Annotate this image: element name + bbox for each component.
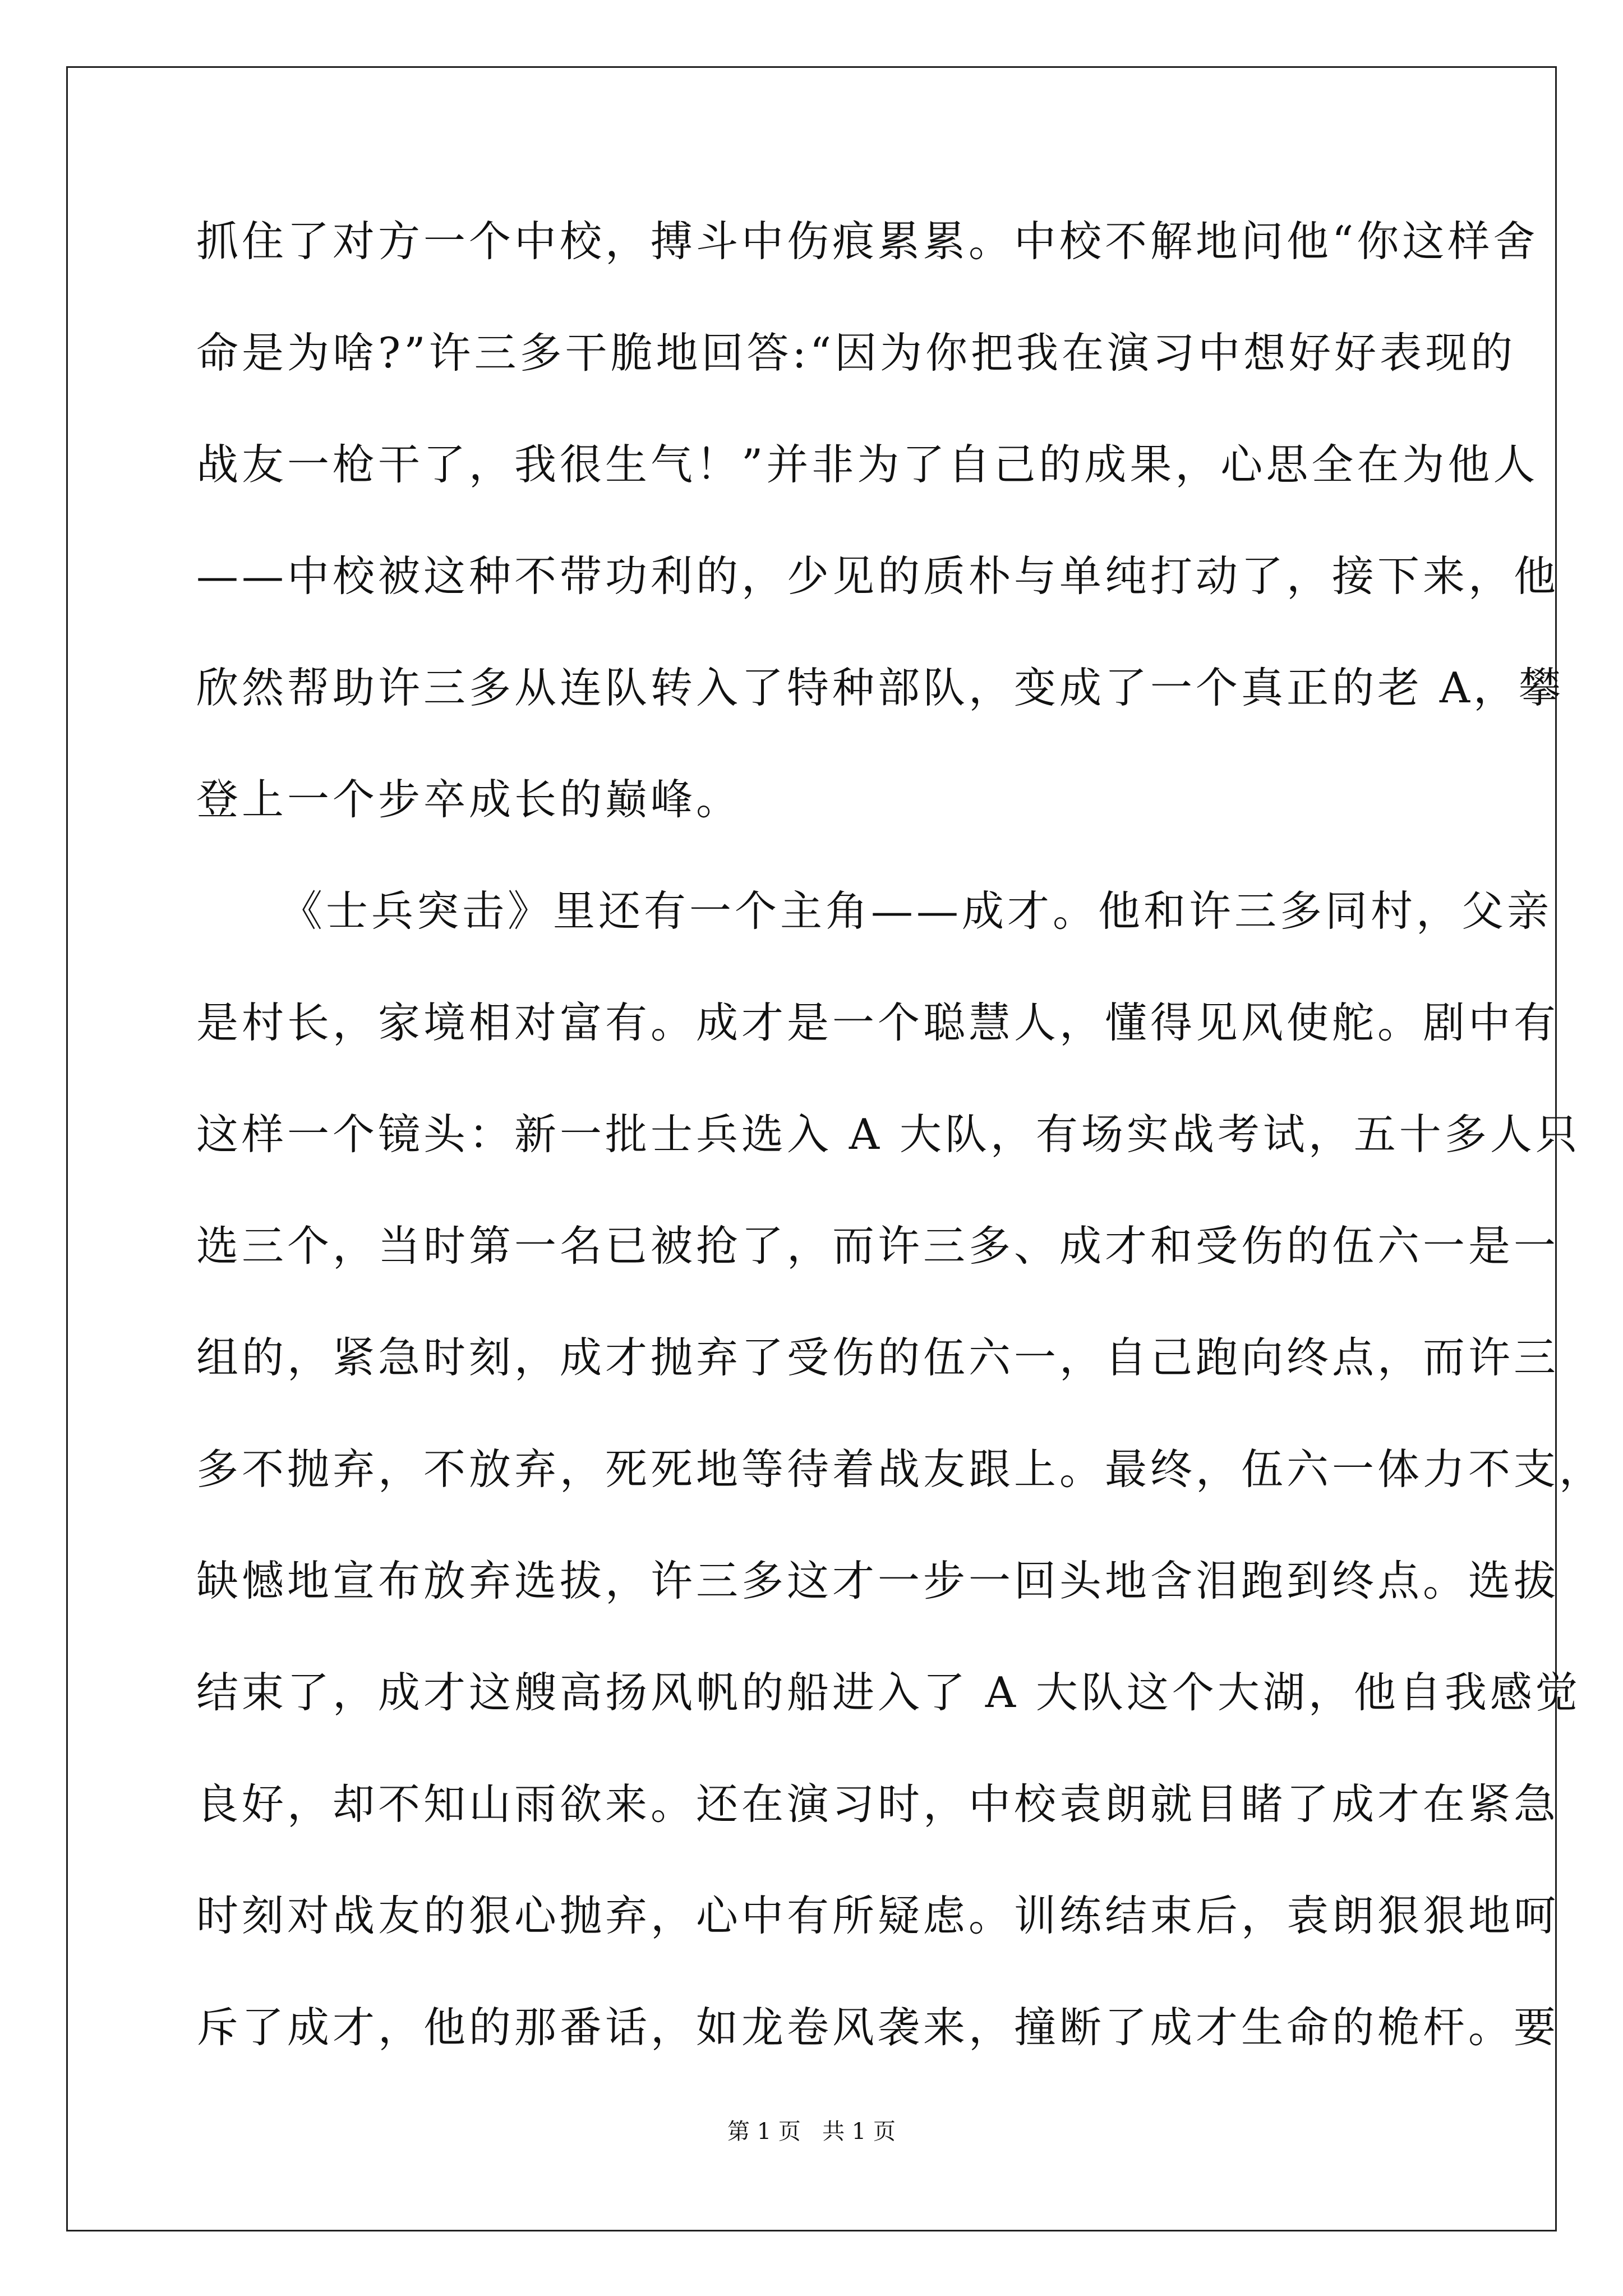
text-line: 抓住了对方一个中校，搏斗中伤痕累累。中校不解地问他“你这样舍 — [196, 217, 1539, 266]
page-total: 共 1 页 — [822, 2119, 896, 2145]
page-footer — [0, 2118, 1623, 2146]
text-line: 这样一个镜头：新一批士兵选入 A 大队，有场实战考试，五十多人只 — [196, 1110, 1581, 1159]
text-line: 缺憾地宣布放弃选拔，许三多这才一步一回头地含泪跑到终点。选拔 — [196, 1556, 1560, 1605]
text-line: 多不抛弃，不放弃，死死地等待着战友跟上。最终，伍六一体力不支， — [196, 1444, 1605, 1494]
text-line: 良好，却不知山雨欲来。还在演习时，中校袁朗就目睹了成才在紧急 — [196, 1779, 1560, 1829]
text-line: 登上一个步卒成长的巅峰。 — [196, 775, 742, 824]
text-line: 是村长，家境相对富有。成才是一个聪慧人，懂得见风使舵。剧中有 — [196, 998, 1560, 1047]
text-line: ——中校被这种不带功利的，少见的质朴与单纯打动了，接下来，他 — [196, 551, 1560, 601]
text-line: 斥了成才，他的那番话，如龙卷风袭来，撞断了成才生命的桅杆。要 — [196, 2003, 1560, 2052]
text-line: 结束了，成才这艘高扬风帆的船进入了 A 大队这个大湖，他自我感觉 — [196, 1668, 1581, 1717]
page-number: 第 1 页 — [727, 2119, 801, 2145]
paragraph-first-line: 《士兵突击》里还有一个主角——成才。他和许三多同村，父亲 — [280, 886, 1553, 936]
text-line: 命是为啥?”许三多干脆地回答:“因为你把我在演习中想好好表现的 — [196, 328, 1516, 378]
text-line: 选三个，当时第一名已被抢了，而许三多、成才和受伤的伍六一是一 — [196, 1221, 1560, 1271]
text-line: 战友一枪干了，我很生气！”并非为了自己的成果，心思全在为他人 — [196, 440, 1539, 489]
text-line: 组的，紧急时刻，成才抛弃了受伤的伍六一，自己跑向终点，而许三 — [196, 1333, 1560, 1382]
text-line: 欣然帮助许三多从连队转入了特种部队，变成了一个真正的老 A，攀 — [196, 663, 1565, 712]
document-body — [196, 213, 1605, 2111]
text-line: 时刻对战友的狠心抛弃，心中有所疑虑。训练结束后，袁朗狠狠地呵 — [196, 1891, 1560, 1940]
